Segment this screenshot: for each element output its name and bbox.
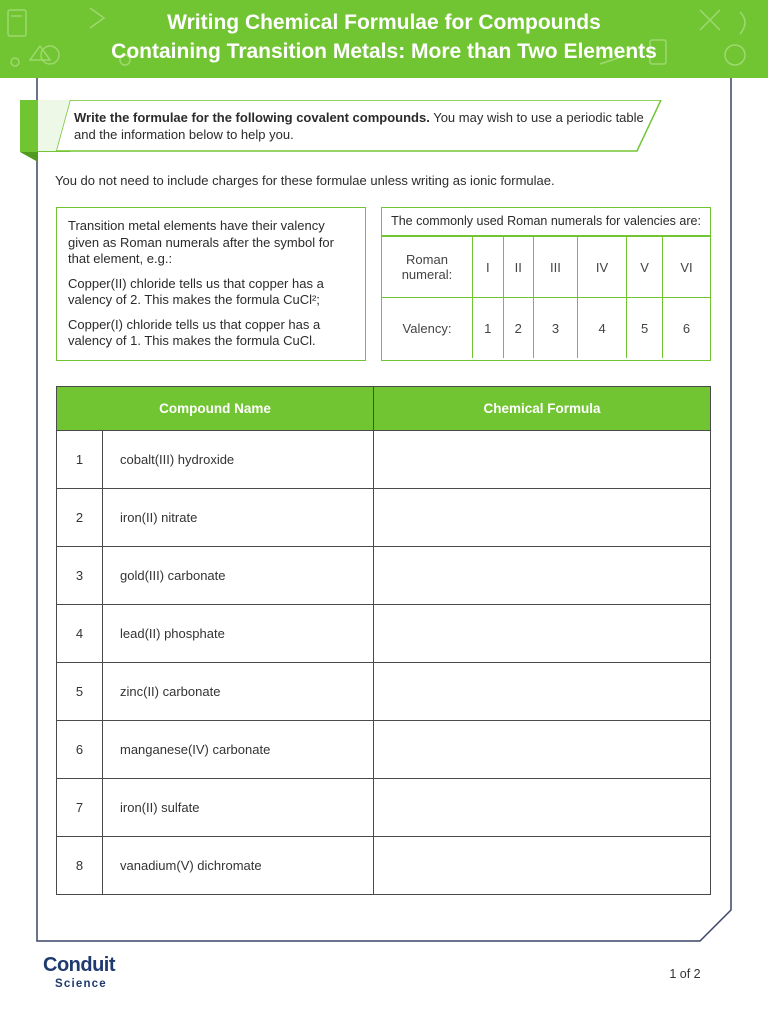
compound-name: iron(II) nitrate — [103, 489, 374, 547]
compound-name: lead(II) phosphate — [103, 605, 374, 663]
numeral-cell: IV — [577, 237, 626, 298]
valency-info-box — [56, 207, 366, 361]
compound-table — [56, 386, 711, 895]
roman-table-heading: The commonly used Roman numerals for valencies are: — [382, 208, 710, 236]
valency-cell: 2 — [503, 298, 534, 359]
charges-note: You do not need to include charges for these formulae unless writing as ionic formulae. — [55, 173, 555, 188]
compound-name: cobalt(III) hydroxide — [103, 431, 374, 489]
page-title — [0, 8, 768, 66]
compound-table-header — [57, 387, 711, 431]
table-row — [57, 605, 711, 663]
row-number: 1 — [57, 431, 103, 489]
formula-answer-cell[interactable] — [374, 547, 711, 605]
roman-numeral-table — [381, 207, 711, 361]
compound-name: zinc(II) carbonate — [103, 663, 374, 721]
numeral-cell: I — [473, 237, 504, 298]
valency-label: Valency: — [382, 298, 473, 359]
formula-answer-cell[interactable] — [374, 663, 711, 721]
numeral-cell: VI — [663, 237, 710, 298]
table-row — [57, 489, 711, 547]
roman-grid — [382, 236, 710, 358]
instruction-text — [74, 109, 646, 143]
formula-answer-cell[interactable] — [374, 721, 711, 779]
title-line-2: Containing Transition Metals: More than Two Elements — [111, 40, 657, 63]
info-paragraph-3: Copper(I) chloride tells us that copper has a valency of 1. This makes the formula CuCl. — [68, 316, 321, 348]
valency-row — [382, 298, 710, 359]
table-row — [57, 663, 711, 721]
roman-numeral-label: Roman numeral: — [382, 237, 473, 298]
conduit-science-logo — [43, 954, 133, 992]
roman-numeral-row — [382, 237, 710, 298]
row-number: 6 — [57, 721, 103, 779]
table-row — [57, 837, 711, 895]
table-row — [57, 431, 711, 489]
formula-answer-cell[interactable] — [374, 431, 711, 489]
numeral-cell: II — [503, 237, 534, 298]
table-row — [57, 779, 711, 837]
instruction-rest: You may wish to use a periodic table and the information below to help you. — [74, 110, 644, 142]
valency-cell: 6 — [663, 298, 710, 359]
page-number: 1 of 2 — [669, 967, 701, 981]
valency-cell: 4 — [577, 298, 626, 359]
header-banner — [0, 0, 768, 78]
logo-subtitle: Science — [55, 978, 107, 990]
formula-answer-cell[interactable] — [374, 837, 711, 895]
row-number: 7 — [57, 779, 103, 837]
formula-answer-cell[interactable] — [374, 779, 711, 837]
table-row — [57, 721, 711, 779]
compound-name: gold(III) carbonate — [103, 547, 374, 605]
row-number: 4 — [57, 605, 103, 663]
chemical-formula-header: Chemical Formula — [374, 387, 711, 431]
logo-wordmark: Conduit — [43, 954, 116, 976]
formula-answer-cell[interactable] — [374, 605, 711, 663]
compound-name: manganese(IV) carbonate — [103, 721, 374, 779]
formula-answer-cell[interactable] — [374, 489, 711, 547]
compound-name: vanadium(V) dichromate — [103, 837, 374, 895]
title-line-1: Writing Chemical Formulae for Compounds — [167, 11, 601, 34]
valency-cell: 5 — [627, 298, 663, 359]
numeral-cell: V — [627, 237, 663, 298]
row-number: 2 — [57, 489, 103, 547]
row-number: 5 — [57, 663, 103, 721]
valency-cell: 3 — [534, 298, 578, 359]
info-paragraph-1: Transition metal elements have their valency given as Roman numerals after the symbol for that element, e.g.: — [68, 218, 334, 266]
info-paragraph-2: Copper(II) chloride tells us that copper has a valency of 2. This makes the formula CuCl²; — [68, 275, 324, 307]
row-number: 8 — [57, 837, 103, 895]
compound-name: iron(II) sulfate — [103, 779, 374, 837]
instruction-bold: Write the formulae for the following covalent compounds. — [74, 110, 430, 125]
valency-cell: 1 — [473, 298, 504, 359]
numeral-cell: III — [534, 237, 578, 298]
table-row — [57, 547, 711, 605]
row-number: 3 — [57, 547, 103, 605]
compound-name-header: Compound Name — [57, 387, 374, 431]
